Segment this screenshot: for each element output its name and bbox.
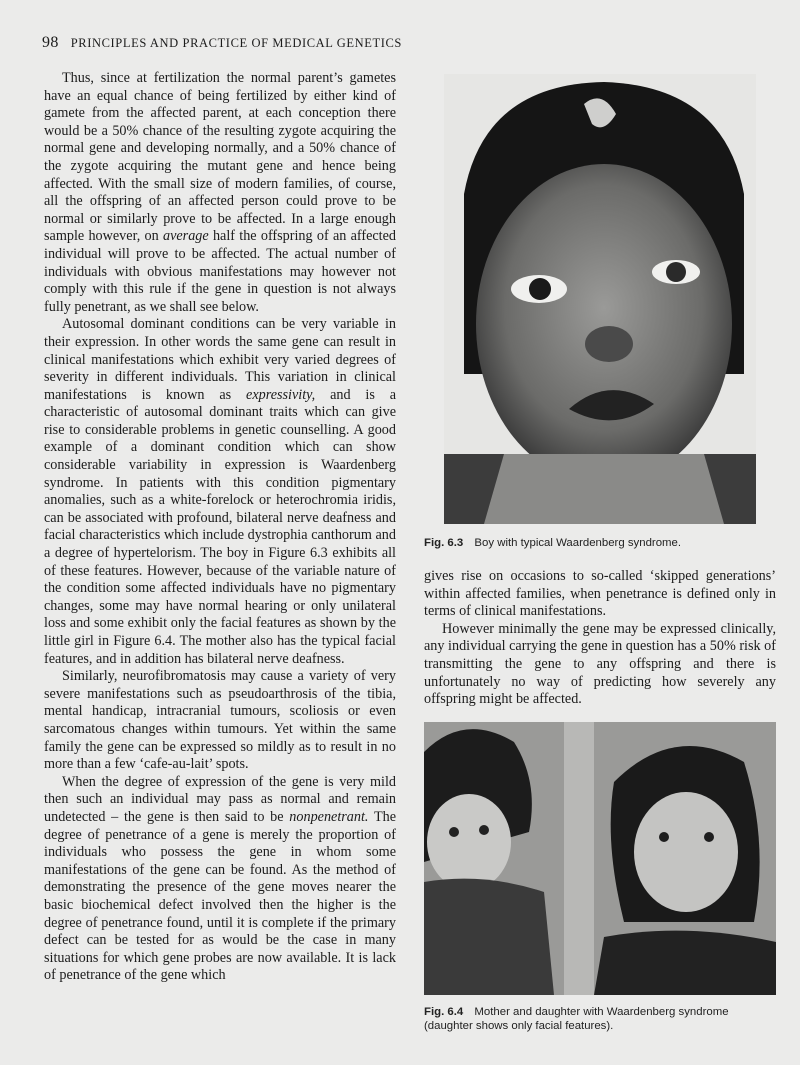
figure-6-3-photo <box>444 74 756 524</box>
paragraph: However minimally the gene may be expressed clinically, any individual carrying the gene in question has a 50% risk of transmitting the gene to any offspring and there is unfortunately no way of predicting how severely any offspring might be affected. <box>424 620 776 708</box>
paragraph: Thus, since at fertilization the normal parent’s gametes have an equal chance of being fertilized by either kind of gamete from the affected parent, at each conception there would be a 50% chance of the resulting zygote acquiring the normal gene and developing normally, and a 50% chance of the zygote acquiring the mutant gene and hence being affected. With the small size of modern families, of course, all the offspring of an affected person could prove to be normal or similarly prove to be affected. In a large enough sample however, on average half the offspring of an affected individual will prove to be affected. The actual number of individuals with obvious manifestations may however not comply with this rule if the gene in question is not always fully penetrant, as we shall see below. <box>44 70 397 315</box>
left-text-column <box>44 70 396 985</box>
right-text-column <box>424 568 776 709</box>
page-number: 98 <box>42 34 59 51</box>
figure-label: Fig. 6.3 <box>424 537 464 549</box>
figure-label: Fig. 6.4 <box>424 1006 464 1018</box>
caption-text: Boy with typical Waardenberg syndrome. <box>474 537 682 549</box>
paragraph: Similarly, neurofibromatosis may cause a variety of very severe manifestations such as pseudoarthrosis of the tibia, mental handicap, intracranial tumours, scoliosis or even sarcomatous changes within tumours. Yet within the same family the gene can be expressed so mildly as to result in no more than a few ‘cafe-au-lait’ spots. <box>44 668 396 773</box>
figure-6-4-photo <box>424 722 776 995</box>
running-title: PRINCIPLES AND PRACTICE OF MEDICAL GENETICS <box>70 36 402 50</box>
boy-portrait-image <box>444 74 756 524</box>
caption-text: Mother and daughter with Waardenberg syndrome (daughter shows only facial features). <box>424 1006 729 1032</box>
figure-6-3-caption <box>424 536 776 550</box>
paragraph: Autosomal dominant conditions can be very variable in their expression. In other words the same gene can result in clinical manifestations which exhibit very varied degrees of severity in different individuals. This variation in clinical manifestations is known as expressivity, and is a characteristic of autosomal dominant traits which can give rise to considerable problems in genetic counselling. A good example of a dominant condition which can show considerable variability in expression is Waardenberg syndrome. In patients with this condition pigmentary anomalies, such as a white-forelock or heterochromia iridis, can be associated with profound, bilateral nerve deafness and facial characteristics which include dystrophia canthorum and a degree of hypertelorism. The boy in Figure 6.3 exhibits all of these features. However, because of the variable nature of the condition some affected individuals have no pigmentary changes, some may have normal hearing or only unilateral loss and some exhibit only the facial features as shown by the little girl in Figure 6.4. The mother also has the typical facial features, and in addition has bilateral nerve deafness. <box>44 316 397 667</box>
paragraph: When the degree of expression of the gene is very mild then such an individual may pass as normal and remain undetected – the gene is then said to be nonpenetrant. The degree of penetrance of a gene is merely the proportion of individuals who possess the gene in whom some manifestations of the gene can be found. As the method of demonstrating the presence of the gene moves nearer the basic biochemical defect involved then the higher is the degree of penetrance found, until it is complete if the primary defect can be tested for as would be the case in many situations for which gene probes are now available. It is lack of penetrance of the gene which <box>44 773 397 984</box>
mother-daughter-image <box>424 722 776 995</box>
paragraph: gives rise on occasions to so-called ‘skipped generations’ within affected families, when penetrance is defined only in terms of clinical manifestations. <box>424 568 776 620</box>
figure-6-4-caption <box>424 1005 776 1033</box>
page-header <box>42 34 762 52</box>
